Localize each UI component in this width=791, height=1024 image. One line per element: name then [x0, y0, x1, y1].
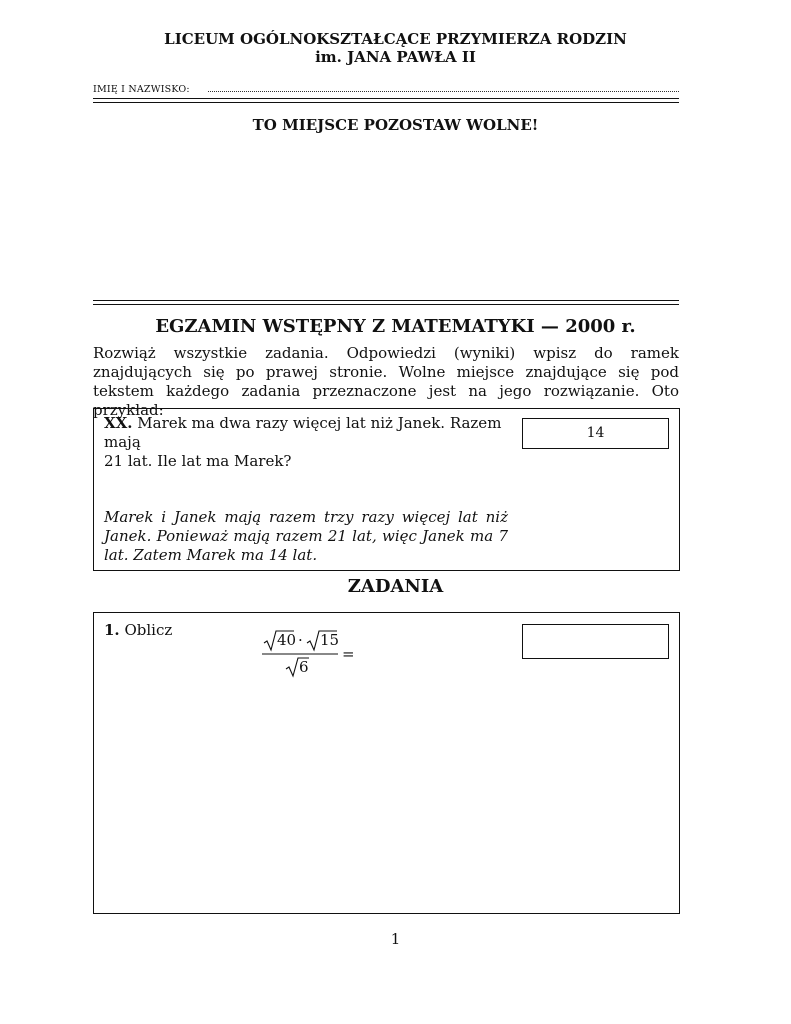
- blank-area: [93, 140, 679, 295]
- instructions: Rozwiąż wszystkie zadania. Odpowiedzi (wyniki) wpisz do ramek znajdujących się po prawej stronie. Wolne miejsce znajdujące się pod tekstem każdego zadania przeznaczone jest na jego rozwiązanie. Oto przykład:: [93, 344, 679, 419]
- section-rule-top: [93, 300, 679, 301]
- equals-sign: =: [342, 645, 355, 663]
- example-question-line2: 21 lat. Ile lat ma Marek?: [104, 452, 292, 470]
- numerator-b: 15: [320, 631, 340, 649]
- header-rule-bottom: [93, 102, 679, 103]
- school-patron: im. JANA PAWŁA II: [315, 48, 476, 66]
- leave-blank-notice: TO MIEJSCE POZOSTAW WOLNE!: [252, 116, 539, 134]
- example-solution: Marek i Janek mają razem trzy razy więcej lat niż Janek. Ponieważ mają razem 21 lat, więc Janek ma 7 lat. Zatem Marek ma 14 lat.: [104, 508, 508, 564]
- tasks-heading: ZADANIA: [347, 576, 444, 597]
- name-field-label: IMIĘ I NAZWISKO:: [93, 84, 190, 95]
- task-1-heading: [104, 621, 172, 640]
- times-dot: ·: [298, 631, 303, 649]
- denominator: 6: [299, 658, 309, 676]
- task-1-number: 1.: [104, 621, 120, 639]
- numerator-a: 40: [277, 631, 297, 649]
- example-box: [93, 408, 680, 571]
- example-answer-box: 14: [522, 418, 669, 449]
- header-rule-top: [93, 98, 679, 99]
- example-number: XX.: [104, 414, 133, 432]
- exam-title: EGZAMIN WSTĘPNY Z MATEMATYKI — 2000 r.: [155, 316, 636, 337]
- example-question-line1: Marek ma dwa razy więcej lat niż Janek. Razem mają: [104, 414, 502, 451]
- task-1-expression: [258, 629, 358, 681]
- name-field[interactable]: [93, 83, 679, 95]
- page-number: 1: [390, 930, 401, 948]
- example-question: [104, 414, 514, 471]
- section-rule-bottom: [93, 304, 679, 305]
- task-1-box: [93, 612, 680, 914]
- school-name: LICEUM OGÓLNOKSZTAŁCĄCE PRZYMIERZA RODZIN: [164, 30, 627, 48]
- task-1-answer-box[interactable]: [522, 624, 669, 659]
- task-1-prompt: Oblicz: [124, 621, 173, 639]
- name-field-dotted-line[interactable]: [208, 83, 679, 92]
